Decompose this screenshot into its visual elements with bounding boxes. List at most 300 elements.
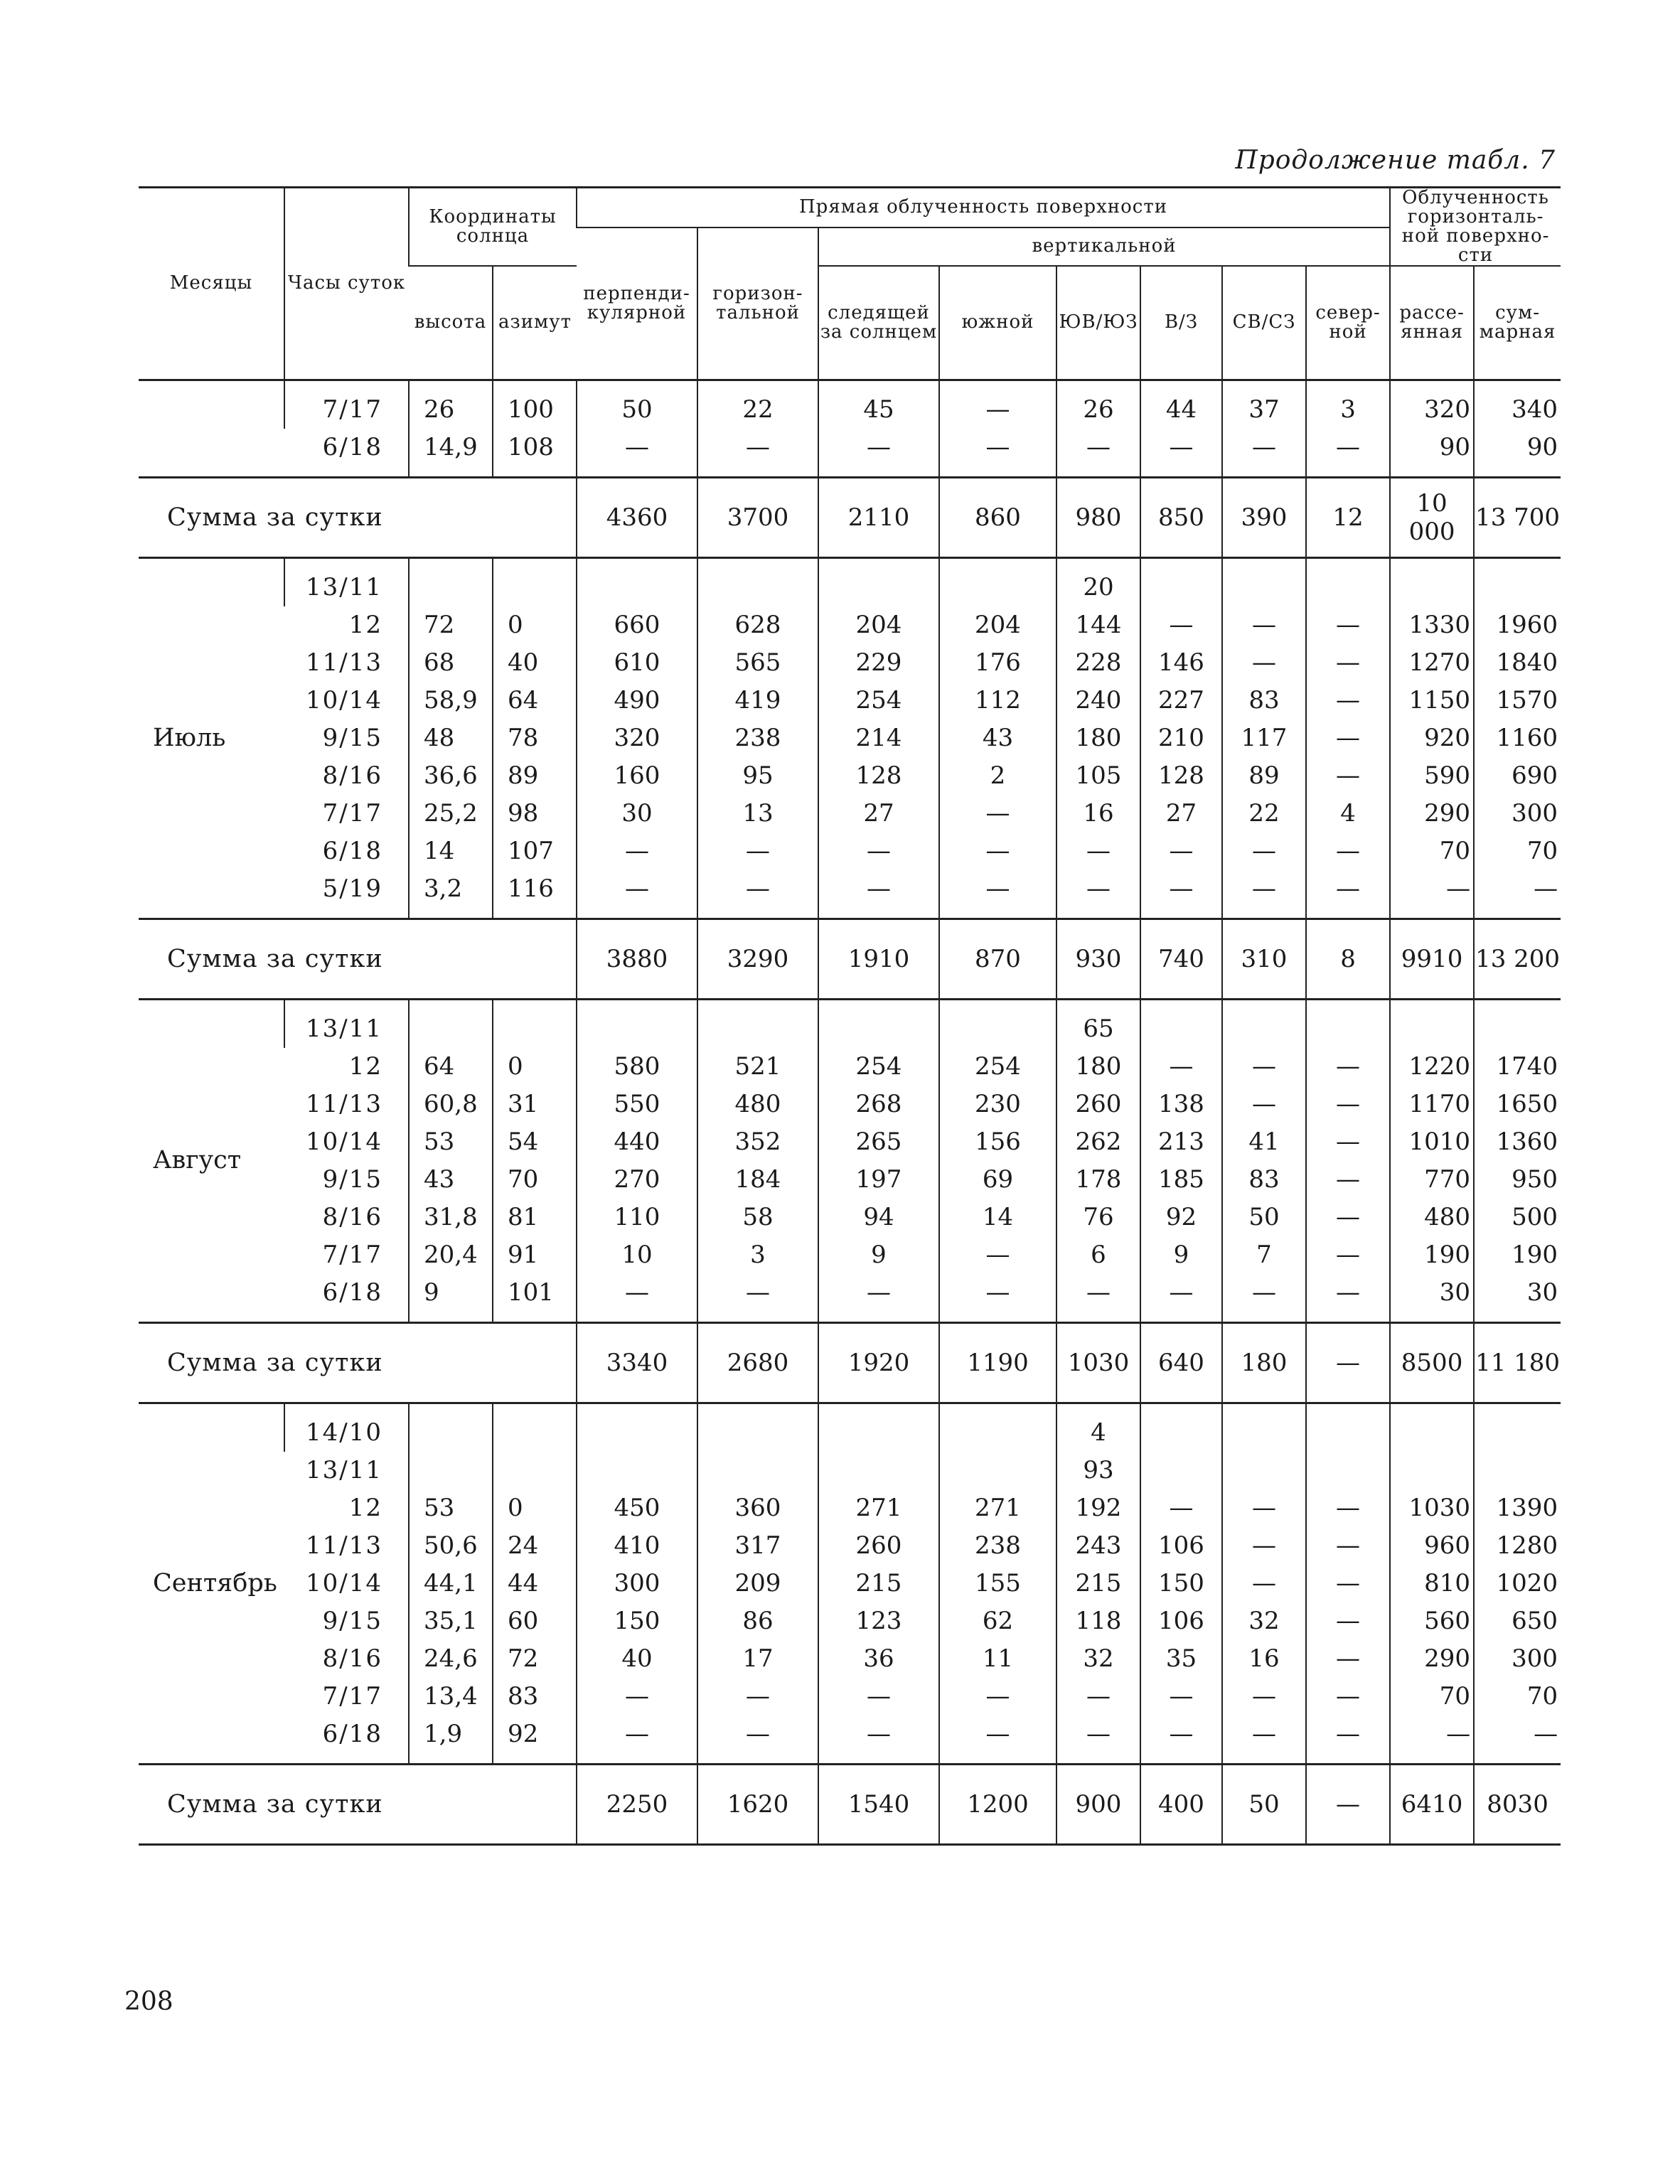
cell-se-sw: 20 — [1056, 557, 1140, 606]
cell-horizontal: 419 — [697, 682, 818, 719]
sum-cell: 8 — [1306, 919, 1390, 999]
cell-hours: 7/17 — [322, 798, 382, 828]
header-azimuth: азимут — [493, 266, 577, 380]
cell-height: 14,9 — [409, 429, 493, 478]
sum-cell: 310 — [1222, 919, 1306, 999]
cell-diffuse: 920 — [1390, 719, 1474, 757]
cell-perpendicular: 110 — [577, 1199, 697, 1236]
cell-hours: 6/18 — [322, 1278, 382, 1307]
cell-tracking: — — [818, 870, 939, 919]
header-direct-irradiance: Прямая облученность поверхности — [577, 188, 1390, 228]
cell-perpendicular: 270 — [577, 1161, 697, 1199]
cell-diffuse: 560 — [1390, 1602, 1474, 1640]
cell-horizontal — [697, 1452, 818, 1489]
table-row — [139, 1602, 1561, 1640]
cell-perpendicular: 50 — [577, 380, 697, 429]
cell-diffuse: 1330 — [1390, 606, 1474, 644]
cell-ne-nw: — — [1222, 1489, 1306, 1527]
table-row — [139, 682, 1561, 719]
header-horizontal-irradiance: Облученность горизонталь-ной поверхно-сти — [1390, 188, 1561, 267]
sum-cell: 870 — [939, 919, 1056, 999]
cell-perpendicular: 450 — [577, 1489, 697, 1527]
cell-hours: 13/11 — [284, 999, 409, 1048]
cell-total: 70 — [1474, 833, 1561, 870]
cell-height: 9 — [409, 1274, 493, 1323]
cell-total — [1474, 557, 1561, 606]
sum-cell: 740 — [1140, 919, 1222, 999]
cell-south: 62 — [939, 1602, 1056, 1640]
cell-e-w: 106 — [1140, 1527, 1222, 1565]
sum-cell: — — [1306, 1764, 1390, 1844]
cell-azimuth: 83 — [493, 1678, 577, 1715]
cell-ne-nw: 117 — [1222, 719, 1306, 757]
sum-cell: 8030 — [1474, 1764, 1561, 1844]
table-row — [139, 1489, 1561, 1527]
cell-horizontal: 13 — [697, 795, 818, 833]
cell-north: — — [1306, 1678, 1390, 1715]
cell-ne-nw: — — [1222, 1678, 1306, 1715]
cell-north: — — [1306, 1161, 1390, 1199]
cell-height: 31,8 — [409, 1199, 493, 1236]
cell-tracking: — — [818, 429, 939, 478]
cell-hours: 8/16 — [322, 761, 382, 790]
cell-north: — — [1306, 1602, 1390, 1640]
cell-tracking: — — [818, 833, 939, 870]
cell-height: 14 — [409, 833, 493, 870]
cell-ne-nw: — — [1222, 870, 1306, 919]
header-height: высота — [409, 266, 493, 380]
cell-total: 1160 — [1474, 719, 1561, 757]
cell-hours: 10/14 — [306, 1568, 382, 1597]
cell-horizontal: 352 — [697, 1123, 818, 1161]
cell-total — [1474, 1452, 1561, 1489]
cell-south: 43 — [939, 719, 1056, 757]
cell-total: 1020 — [1474, 1565, 1561, 1602]
table-row — [139, 1048, 1561, 1086]
cell-ne-nw: — — [1222, 1086, 1306, 1123]
cell-horizontal: 317 — [697, 1527, 818, 1565]
cell-hours: 8/16 — [322, 1644, 382, 1673]
header-vertical: вертикальной — [818, 228, 1390, 267]
cell-hours: 8/16 — [322, 1202, 382, 1231]
cell-tracking: — — [818, 1274, 939, 1323]
cell-north: — — [1306, 1565, 1390, 1602]
cell-north — [1306, 557, 1390, 606]
cell-height: 20,4 — [409, 1236, 493, 1274]
sum-label: Сумма за сутки — [139, 477, 577, 557]
cell-e-w: 213 — [1140, 1123, 1222, 1161]
cell-south: — — [939, 1678, 1056, 1715]
cell-perpendicular: 300 — [577, 1565, 697, 1602]
cell-tracking — [818, 1452, 939, 1489]
cell-south: 156 — [939, 1123, 1056, 1161]
cell-total: 1650 — [1474, 1086, 1561, 1123]
cell-ne-nw: — — [1222, 606, 1306, 644]
cell-ne-nw: — — [1222, 1565, 1306, 1602]
cell-ne-nw: 83 — [1222, 682, 1306, 719]
cell-hours: 13/11 — [284, 557, 409, 606]
cell-ne-nw: 41 — [1222, 1123, 1306, 1161]
cell-diffuse: 290 — [1390, 1640, 1474, 1678]
cell-perpendicular: — — [577, 1678, 697, 1715]
cell-se-sw: 180 — [1056, 719, 1140, 757]
sum-cell: 1920 — [818, 1322, 939, 1403]
cell-tracking: 254 — [818, 1048, 939, 1086]
cell-north: — — [1306, 870, 1390, 919]
cell-ne-nw: — — [1222, 1274, 1306, 1323]
cell-tracking: 265 — [818, 1123, 939, 1161]
cell-se-sw: 6 — [1056, 1236, 1140, 1274]
cell-tracking: 123 — [818, 1602, 939, 1640]
cell-tracking: 268 — [818, 1086, 939, 1123]
cell-north: — — [1306, 1640, 1390, 1678]
sum-label: Сумма за сутки — [139, 1764, 577, 1844]
cell-ne-nw: — — [1222, 1527, 1306, 1565]
cell-horizontal: — — [697, 429, 818, 478]
cell-height: 60,8 — [409, 1086, 493, 1123]
cell-perpendicular: 660 — [577, 606, 697, 644]
cell-total: 690 — [1474, 757, 1561, 795]
cell-se-sw: — — [1056, 429, 1140, 478]
table-row — [139, 1715, 1561, 1765]
header-perpendicular: перпенди-кулярной — [577, 228, 697, 380]
september-sum-section — [139, 1764, 1561, 1844]
header-months: Месяцы — [139, 188, 284, 380]
cell-e-w: 128 — [1140, 757, 1222, 795]
cell-ne-nw — [1222, 1403, 1306, 1452]
table-row — [139, 1274, 1561, 1323]
cell-azimuth: 78 — [493, 719, 577, 757]
month-label: Август — [153, 1146, 242, 1174]
sum-cell: 400 — [1140, 1764, 1222, 1844]
cell-horizontal — [697, 557, 818, 606]
cell-height: 3,2 — [409, 870, 493, 919]
cell-horizontal: 86 — [697, 1602, 818, 1640]
cell-diffuse: 1220 — [1390, 1048, 1474, 1086]
cell-perpendicular: — — [577, 1715, 697, 1765]
cell-azimuth: 0 — [493, 1489, 577, 1527]
cell-tracking — [818, 1403, 939, 1452]
cell-diffuse: — — [1390, 1715, 1474, 1765]
cell-se-sw: 240 — [1056, 682, 1140, 719]
section-july — [139, 557, 1561, 919]
cell-perpendicular: — — [577, 870, 697, 919]
cell-total: 30 — [1474, 1274, 1561, 1323]
cell-north: — — [1306, 1715, 1390, 1765]
cell-hours: 11/13 — [306, 1089, 382, 1118]
cell-height: 53 — [409, 1489, 493, 1527]
cell-ne-nw: — — [1222, 1715, 1306, 1765]
cell-diffuse: 190 — [1390, 1236, 1474, 1274]
cell-ne-nw: 22 — [1222, 795, 1306, 833]
cell-horizontal — [697, 999, 818, 1048]
cell-horizontal: 480 — [697, 1086, 818, 1123]
cell-horizontal: 22 — [697, 380, 818, 429]
cell-diffuse: 1150 — [1390, 682, 1474, 719]
cell-horizontal: 209 — [697, 1565, 818, 1602]
cell-se-sw: — — [1056, 1274, 1140, 1323]
cell-se-sw: 32 — [1056, 1640, 1140, 1678]
table-row — [139, 1527, 1561, 1565]
cell-tracking: 197 — [818, 1161, 939, 1199]
cell-tracking: 128 — [818, 757, 939, 795]
cell-height: 36,6 — [409, 757, 493, 795]
sum-cell: 1910 — [818, 919, 939, 999]
cell-north: — — [1306, 644, 1390, 682]
cell-north: — — [1306, 757, 1390, 795]
cell-se-sw: 262 — [1056, 1123, 1140, 1161]
cell-south — [939, 1403, 1056, 1452]
cell-total: — — [1474, 1715, 1561, 1765]
cell-perpendicular: — — [577, 429, 697, 478]
section-august — [139, 999, 1561, 1322]
cell-south: — — [939, 833, 1056, 870]
header-total: сум-марная — [1474, 266, 1561, 380]
table-row — [139, 757, 1561, 795]
sum-cell: 930 — [1056, 919, 1140, 999]
cell-e-w: 146 — [1140, 644, 1222, 682]
table-row — [139, 1123, 1561, 1161]
cell-tracking: 254 — [818, 682, 939, 719]
header-tracking: следящей за солнцем — [818, 266, 939, 380]
cell-horizontal: 238 — [697, 719, 818, 757]
cell-hours: 12 — [348, 1051, 382, 1081]
cell-south: 230 — [939, 1086, 1056, 1123]
sum-cell: 1540 — [818, 1764, 939, 1844]
cell-north: — — [1306, 1123, 1390, 1161]
cell-ne-nw: 7 — [1222, 1236, 1306, 1274]
cell-azimuth: 40 — [493, 644, 577, 682]
cell-south — [939, 999, 1056, 1048]
cell-height: 64 — [409, 1048, 493, 1086]
cell-total: 70 — [1474, 1678, 1561, 1715]
cell-se-sw: 16 — [1056, 795, 1140, 833]
cell-north: — — [1306, 1086, 1390, 1123]
cell-ne-nw: 50 — [1222, 1199, 1306, 1236]
sum-cell: 8500 — [1390, 1322, 1474, 1403]
cell-north: — — [1306, 1048, 1390, 1086]
cell-e-w — [1140, 999, 1222, 1048]
cell-e-w: — — [1140, 429, 1222, 478]
solar-irradiance-table — [139, 186, 1561, 1846]
header-e-w: В/З — [1140, 266, 1222, 380]
sum-cell: 11 180 — [1474, 1322, 1561, 1403]
cell-height: 24,6 — [409, 1640, 493, 1678]
cell-total: 1360 — [1474, 1123, 1561, 1161]
cell-ne-nw: 16 — [1222, 1640, 1306, 1678]
cell-hours: 11/13 — [306, 648, 382, 677]
cell-se-sw: 105 — [1056, 757, 1140, 795]
cell-hours: 6/18 — [322, 836, 382, 865]
cell-hours: 10/14 — [306, 1127, 382, 1156]
cell-e-w: 92 — [1140, 1199, 1222, 1236]
cell-height — [409, 1403, 493, 1452]
cell-diffuse: 960 — [1390, 1527, 1474, 1565]
table-row — [139, 644, 1561, 682]
table-row — [139, 1086, 1561, 1123]
cell-e-w: 27 — [1140, 795, 1222, 833]
cell-diffuse — [1390, 557, 1474, 606]
table-row — [139, 1640, 1561, 1678]
august-sum-section — [139, 1322, 1561, 1403]
cell-total — [1474, 1403, 1561, 1452]
cell-azimuth: 81 — [493, 1199, 577, 1236]
cell-total: 1280 — [1474, 1527, 1561, 1565]
cell-se-sw: — — [1056, 1715, 1140, 1765]
cell-total: 300 — [1474, 1640, 1561, 1678]
cell-ne-nw: 37 — [1222, 380, 1306, 429]
cell-tracking: 36 — [818, 1640, 939, 1678]
header-se-sw: ЮВ/ЮЗ — [1056, 266, 1140, 380]
cell-south: 14 — [939, 1199, 1056, 1236]
cell-perpendicular: 440 — [577, 1123, 697, 1161]
cell-perpendicular — [577, 1403, 697, 1452]
cell-perpendicular: 410 — [577, 1527, 697, 1565]
cell-diffuse: 1270 — [1390, 644, 1474, 682]
cell-south: 69 — [939, 1161, 1056, 1199]
sum-cell: 4360 — [577, 477, 697, 557]
cell-se-sw: — — [1056, 870, 1140, 919]
cell-total: 650 — [1474, 1602, 1561, 1640]
cell-e-w: 106 — [1140, 1602, 1222, 1640]
cell-se-sw: 76 — [1056, 1199, 1140, 1236]
cell-tracking: 271 — [818, 1489, 939, 1527]
cell-diffuse: 70 — [1390, 833, 1474, 870]
cell-total: 1740 — [1474, 1048, 1561, 1086]
cell-south — [939, 1452, 1056, 1489]
cell-ne-nw — [1222, 1452, 1306, 1489]
cell-perpendicular: 550 — [577, 1086, 697, 1123]
cell-perpendicular — [577, 999, 697, 1048]
cell-north: — — [1306, 606, 1390, 644]
cell-ne-nw: — — [1222, 833, 1306, 870]
cell-se-sw: 4 — [1056, 1403, 1140, 1452]
table-row — [139, 1161, 1561, 1199]
table-row — [139, 1236, 1561, 1274]
cell-total — [1474, 999, 1561, 1048]
month-label-empty — [139, 380, 284, 477]
cell-south: — — [939, 1274, 1056, 1323]
cell-hours: 7/17 — [322, 1681, 382, 1711]
sum-cell: 1200 — [939, 1764, 1056, 1844]
cell-se-sw: 192 — [1056, 1489, 1140, 1527]
cell-horizontal: 628 — [697, 606, 818, 644]
cell-diffuse: 320 — [1390, 380, 1474, 429]
sum-cell: 1620 — [697, 1764, 818, 1844]
cell-north: — — [1306, 719, 1390, 757]
sum-cell: 390 — [1222, 477, 1306, 557]
cell-diffuse: 30 — [1390, 1274, 1474, 1323]
cell-perpendicular: 320 — [577, 719, 697, 757]
cell-tracking: 94 — [818, 1199, 939, 1236]
cell-perpendicular: 30 — [577, 795, 697, 833]
cell-hours: 9/15 — [322, 723, 382, 752]
cell-north: 4 — [1306, 795, 1390, 833]
cell-tracking: 214 — [818, 719, 939, 757]
cell-hours: 6/18 — [322, 432, 382, 461]
cell-height: 50,6 — [409, 1527, 493, 1565]
cell-azimuth: 100 — [493, 380, 577, 429]
cell-tracking: 27 — [818, 795, 939, 833]
cell-hours: 5/19 — [322, 874, 382, 903]
cell-height: 35,1 — [409, 1602, 493, 1640]
cell-south: — — [939, 429, 1056, 478]
cell-south: 254 — [939, 1048, 1056, 1086]
cell-height: 53 — [409, 1123, 493, 1161]
cell-e-w: — — [1140, 1048, 1222, 1086]
cell-height: 58,9 — [409, 682, 493, 719]
section-september — [139, 1403, 1561, 1764]
page-number: 208 — [124, 1987, 173, 2016]
table-row — [139, 1403, 1561, 1452]
cell-north: — — [1306, 1236, 1390, 1274]
cell-hours: 13/11 — [306, 1455, 382, 1484]
cell-e-w: — — [1140, 1678, 1222, 1715]
table-row — [139, 1565, 1561, 1602]
section-june-tail — [139, 380, 1561, 477]
cell-diffuse: 290 — [1390, 795, 1474, 833]
cell-se-sw: 118 — [1056, 1602, 1140, 1640]
cell-diffuse — [1390, 1403, 1474, 1452]
cell-total: 1840 — [1474, 644, 1561, 682]
sum-row — [139, 1764, 1561, 1844]
cell-se-sw: 178 — [1056, 1161, 1140, 1199]
cell-north: — — [1306, 1527, 1390, 1565]
sum-cell: 50 — [1222, 1764, 1306, 1844]
cell-height: 68 — [409, 644, 493, 682]
cell-diffuse: 770 — [1390, 1161, 1474, 1199]
cell-tracking: 9 — [818, 1236, 939, 1274]
cell-south: — — [939, 870, 1056, 919]
table-row — [139, 1199, 1561, 1236]
cell-total: — — [1474, 870, 1561, 919]
cell-azimuth: 72 — [493, 1640, 577, 1678]
cell-diffuse: 90 — [1390, 429, 1474, 478]
sum-cell: 10 000 — [1390, 477, 1474, 557]
cell-height: 13,4 — [409, 1678, 493, 1715]
header-ne-nw: СВ/СЗ — [1222, 266, 1306, 380]
sum-cell: 850 — [1140, 477, 1222, 557]
cell-hours: 6/18 — [322, 1719, 382, 1748]
cell-azimuth — [493, 1452, 577, 1489]
cell-south: — — [939, 795, 1056, 833]
cell-height — [409, 557, 493, 606]
cell-azimuth: 64 — [493, 682, 577, 719]
header-horizontal: горизон-тальной — [697, 228, 818, 380]
cell-hours: 9/15 — [322, 1606, 382, 1635]
header-hours: Часы суток — [284, 188, 409, 380]
cell-diffuse: 70 — [1390, 1678, 1474, 1715]
sum-row — [139, 477, 1561, 557]
cell-north — [1306, 1452, 1390, 1489]
cell-horizontal: 58 — [697, 1199, 818, 1236]
cell-se-sw: 228 — [1056, 644, 1140, 682]
cell-se-sw: 93 — [1056, 1452, 1140, 1489]
table-row — [139, 719, 1561, 757]
cell-horizontal: 360 — [697, 1489, 818, 1527]
cell-azimuth: 0 — [493, 606, 577, 644]
sum-cell: 2110 — [818, 477, 939, 557]
sum-cell: 1030 — [1056, 1322, 1140, 1403]
cell-azimuth: 54 — [493, 1123, 577, 1161]
cell-se-sw: 260 — [1056, 1086, 1140, 1123]
cell-e-w — [1140, 557, 1222, 606]
sum-cell: 180 — [1222, 1322, 1306, 1403]
cell-north: — — [1306, 682, 1390, 719]
cell-north: 3 — [1306, 380, 1390, 429]
sum-cell: — — [1306, 1322, 1390, 1403]
sum-cell: 980 — [1056, 477, 1140, 557]
